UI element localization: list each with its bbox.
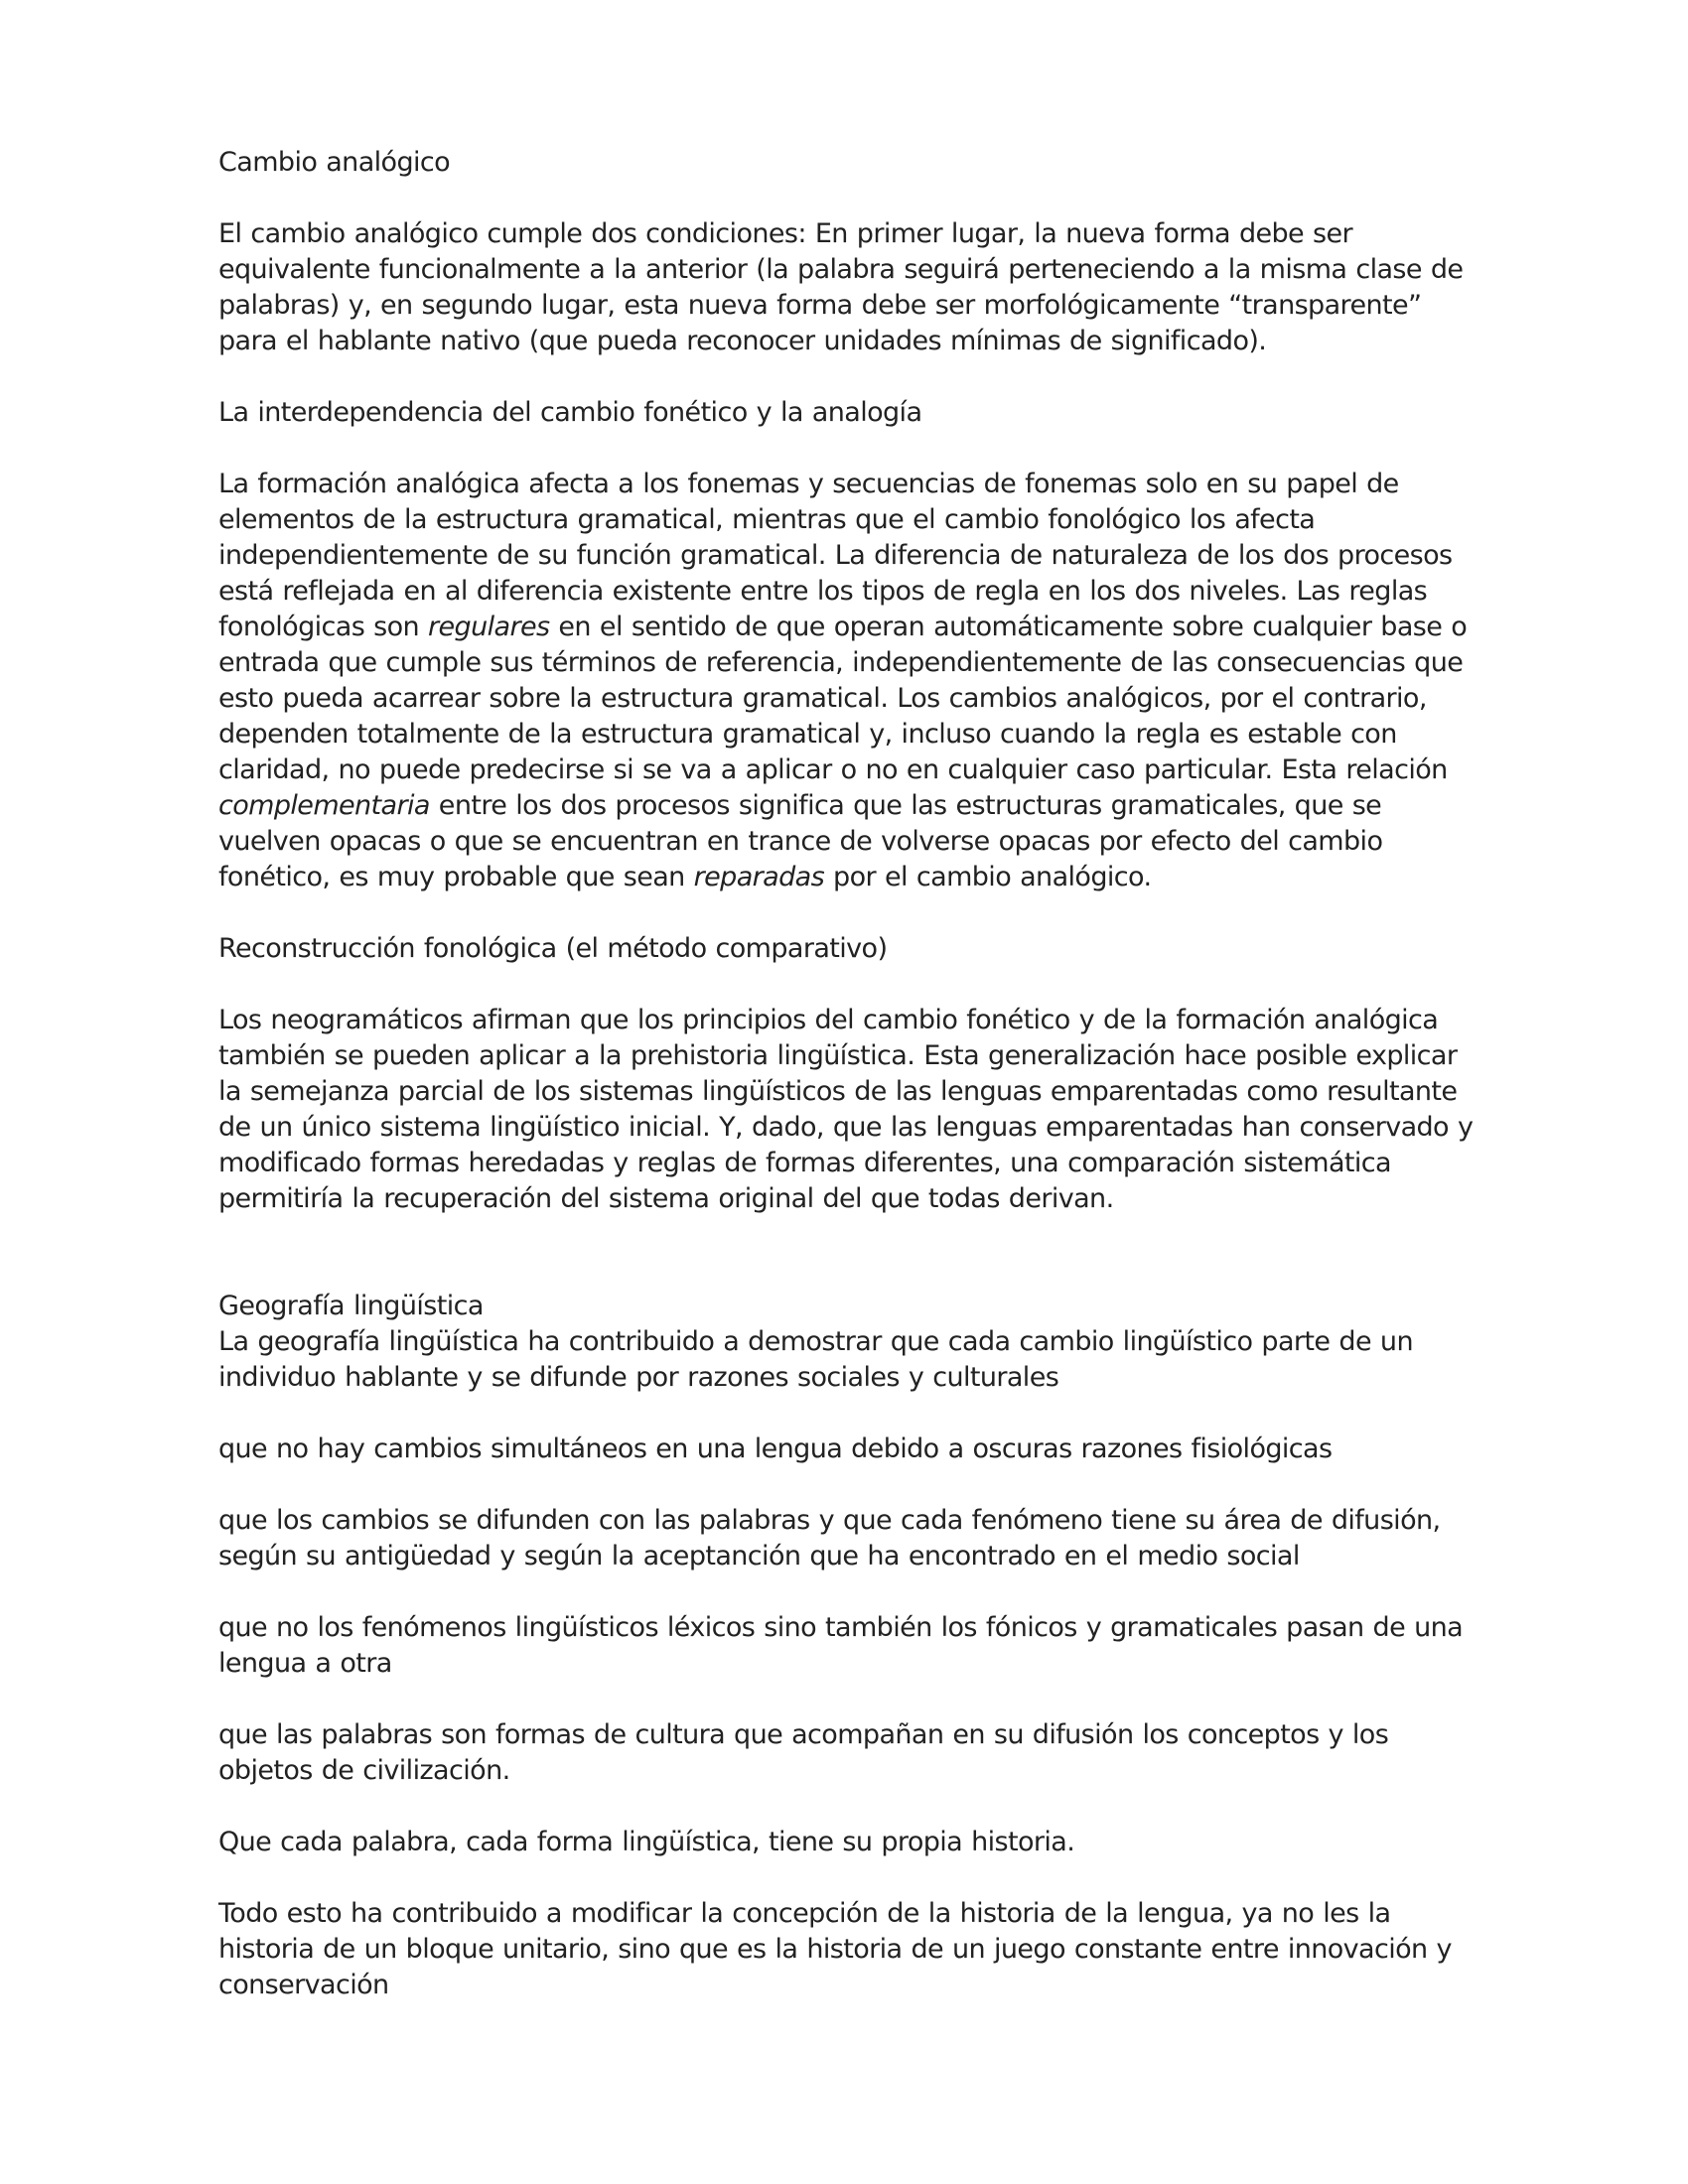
geografia-point-1: que no hay cambios simultáneos en una lengua debido a oscuras razones fisiológicas <box>218 1433 1333 1464</box>
geografia-point-5: Que cada palabra, cada forma lingüística, tiene su propia historia. <box>218 1827 1075 1857</box>
heading-geografia: Geografía lingüística <box>218 1291 484 1321</box>
heading-interdependencia: La interdependencia del cambio fonético y la analogía <box>218 397 922 428</box>
paragraph-geografia-conclusion: Todo esto ha contribuido a modificar la concepción de la historia de la lengua, ya no les la historia de un bloque unitario, sino que es la historia de un juego constante entre innovación y conservación <box>218 1898 1452 2000</box>
paragraph-interdependencia-text-2: en el sentido de que operan automáticamente sobre cualquier base o entrada que cumple sus términos de referencia, independientemente de las consecuencias que esto pueda acarrear sobre la estructura gramatical. Los cambios analógicos, por el contrario, dependen totalmente de la estructura gramatical y, incluso cuando la regla es estable con claridad, no puede predecirse si se va a aplicar o no en cualquier caso particular. Esta relación <box>218 612 1468 785</box>
geografia-point-3: que no los fenómenos lingüísticos léxicos sino también los fónicos y gramaticales pasan de una lengua a otra <box>218 1612 1464 1679</box>
paragraph-interdependencia-text-3: entre los dos procesos significa que las estructuras gramaticales, que se vuelven opacas o que se encuentran en trance de volverse opacas por efecto del cambio fonético, es muy probable que sean <box>218 790 1383 892</box>
geografia-point-2: que los cambios se difunden con las palabras y que cada fenómeno tiene su área de difusión, según su antigüedad y según la aceptanción que ha encontrado en el medio social <box>218 1505 1441 1571</box>
heading-cambio-analogico: Cambio analógico <box>218 147 451 178</box>
paragraph-geografia-intro: La geografía lingüística ha contribuido a demostrar que cada cambio lingüístico parte de un individuo hablante y se difunde por razones sociales y culturales <box>218 1326 1413 1393</box>
paragraph-interdependencia-text-4: por el cambio analógico. <box>824 862 1152 892</box>
document-body <box>218 145 1479 2003</box>
paragraph-interdependencia <box>218 467 1479 895</box>
paragraph-reconstruccion: Los neogramáticos afirman que los principios del cambio fonético y de la formación analógica también se pueden aplicar a la prehistoria lingüística. Esta generalización hace posible explicar la semejanza parcial de los sistemas lingüísticos de las lenguas emparentadas como resultante de un único sistema lingüístico inicial. Y, dado, que las lenguas emparentadas han conservado y modificado formas heredadas y reglas de formas diferentes, una comparación sistemática permitiría la recuperación del sistema original del que todas derivan. <box>218 1005 1474 1214</box>
emphasis-complementaria: complementaria <box>218 790 430 821</box>
emphasis-reparadas: reparadas <box>693 862 825 892</box>
paragraph-interdependencia-text-1: La formación analógica afecta a los fonemas y secuencias de fonemas solo en su papel de elementos de la estructura gramatical, mientras que el cambio fonológico los afecta independientemente de su función gramatical. La diferencia de naturaleza de los dos procesos está reflejada en al diferencia existente entre los tipos de regla en los dos niveles. Las reglas fonológicas son <box>218 469 1453 642</box>
heading-reconstruccion: Reconstrucción fonológica (el método comparativo) <box>218 933 888 964</box>
emphasis-regulares: regulares <box>428 612 550 642</box>
geografia-point-4: que las palabras son formas de cultura que acompañan en su difusión los conceptos y los objetos de civilización. <box>218 1719 1389 1786</box>
paragraph-cambio-analogico: El cambio analógico cumple dos condiciones: En primer lugar, la nueva forma debe ser equivalente funcionalmente a la anterior (la palabra seguirá perteneciendo a la misma clase de palabras) y, en segundo lugar, esta nueva forma debe ser morfológicamente “transparente” para el hablante nativo (que pueda reconocer unidades mínimas de significado). <box>218 218 1464 356</box>
